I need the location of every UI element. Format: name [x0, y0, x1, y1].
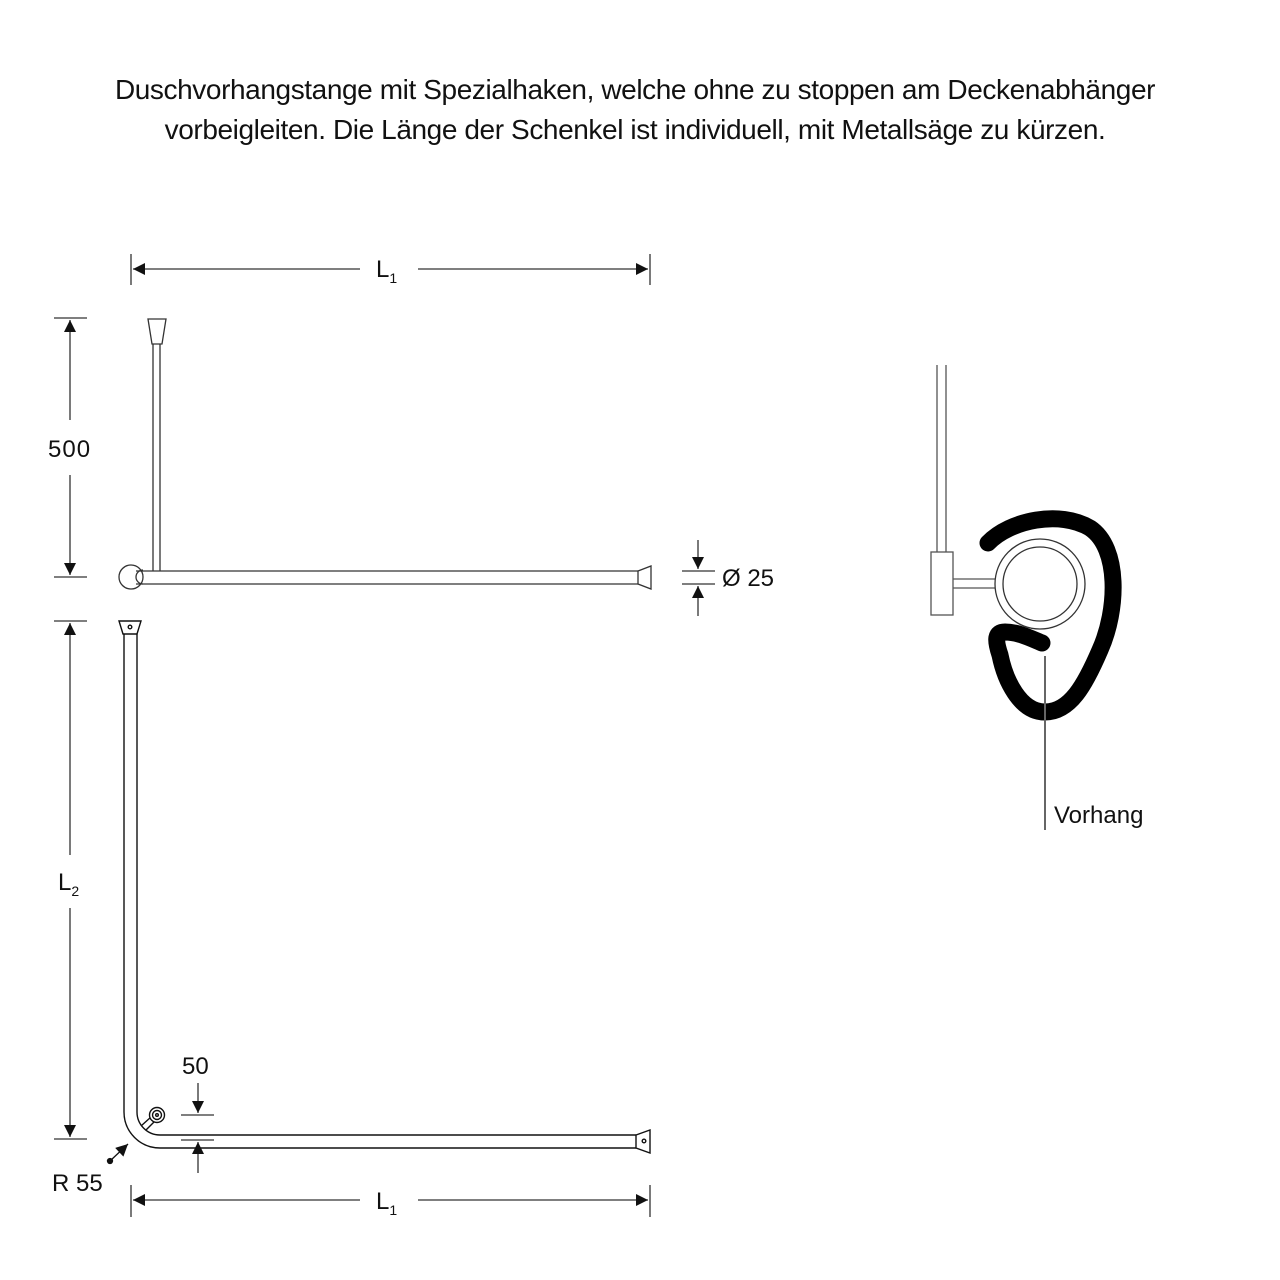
l1-symbol: L: [376, 256, 390, 283]
dimension-diameter: [682, 540, 715, 616]
tube-section: [995, 539, 1085, 629]
description-line-2: vorbeigleiten. Die Länge der Schenkel ist individuell, mit Metallsäge zu kürzen.: [164, 114, 1106, 145]
label-r55: R 55: [52, 1170, 103, 1197]
corner-connector: [150, 1108, 165, 1123]
l1-subscript: 1: [389, 270, 398, 286]
description-line-1: Duschvorhangstange mit Spezialhaken, welche ohne zu stoppen am Deckenabhänger: [114, 74, 1156, 105]
l2-subscript: 2: [71, 883, 80, 899]
label-vorhang: Vorhang: [1054, 802, 1144, 829]
dimension-r55: [108, 1144, 129, 1164]
hook-detail: [931, 365, 1113, 830]
label-50: 50: [182, 1053, 209, 1080]
ceiling-flange-bottom: [119, 621, 141, 634]
label-diameter: Ø 25: [722, 565, 775, 592]
top-rod-assembly: [119, 319, 651, 589]
l2-symbol: L: [58, 869, 72, 896]
label-500: 500: [48, 436, 92, 463]
l1-bottom-subscript: 1: [389, 1202, 398, 1218]
label-top-l1: [376, 258, 397, 290]
label-bottom-l1: [376, 1190, 397, 1222]
ceiling-flange: [148, 319, 166, 344]
end-cap-top: [638, 566, 651, 589]
wall-bracket: [931, 552, 953, 615]
l1-bottom-symbol: L: [376, 1188, 390, 1215]
dimension-50: [181, 1083, 214, 1173]
wall-cap: [119, 565, 143, 589]
label-l2: [58, 871, 79, 903]
